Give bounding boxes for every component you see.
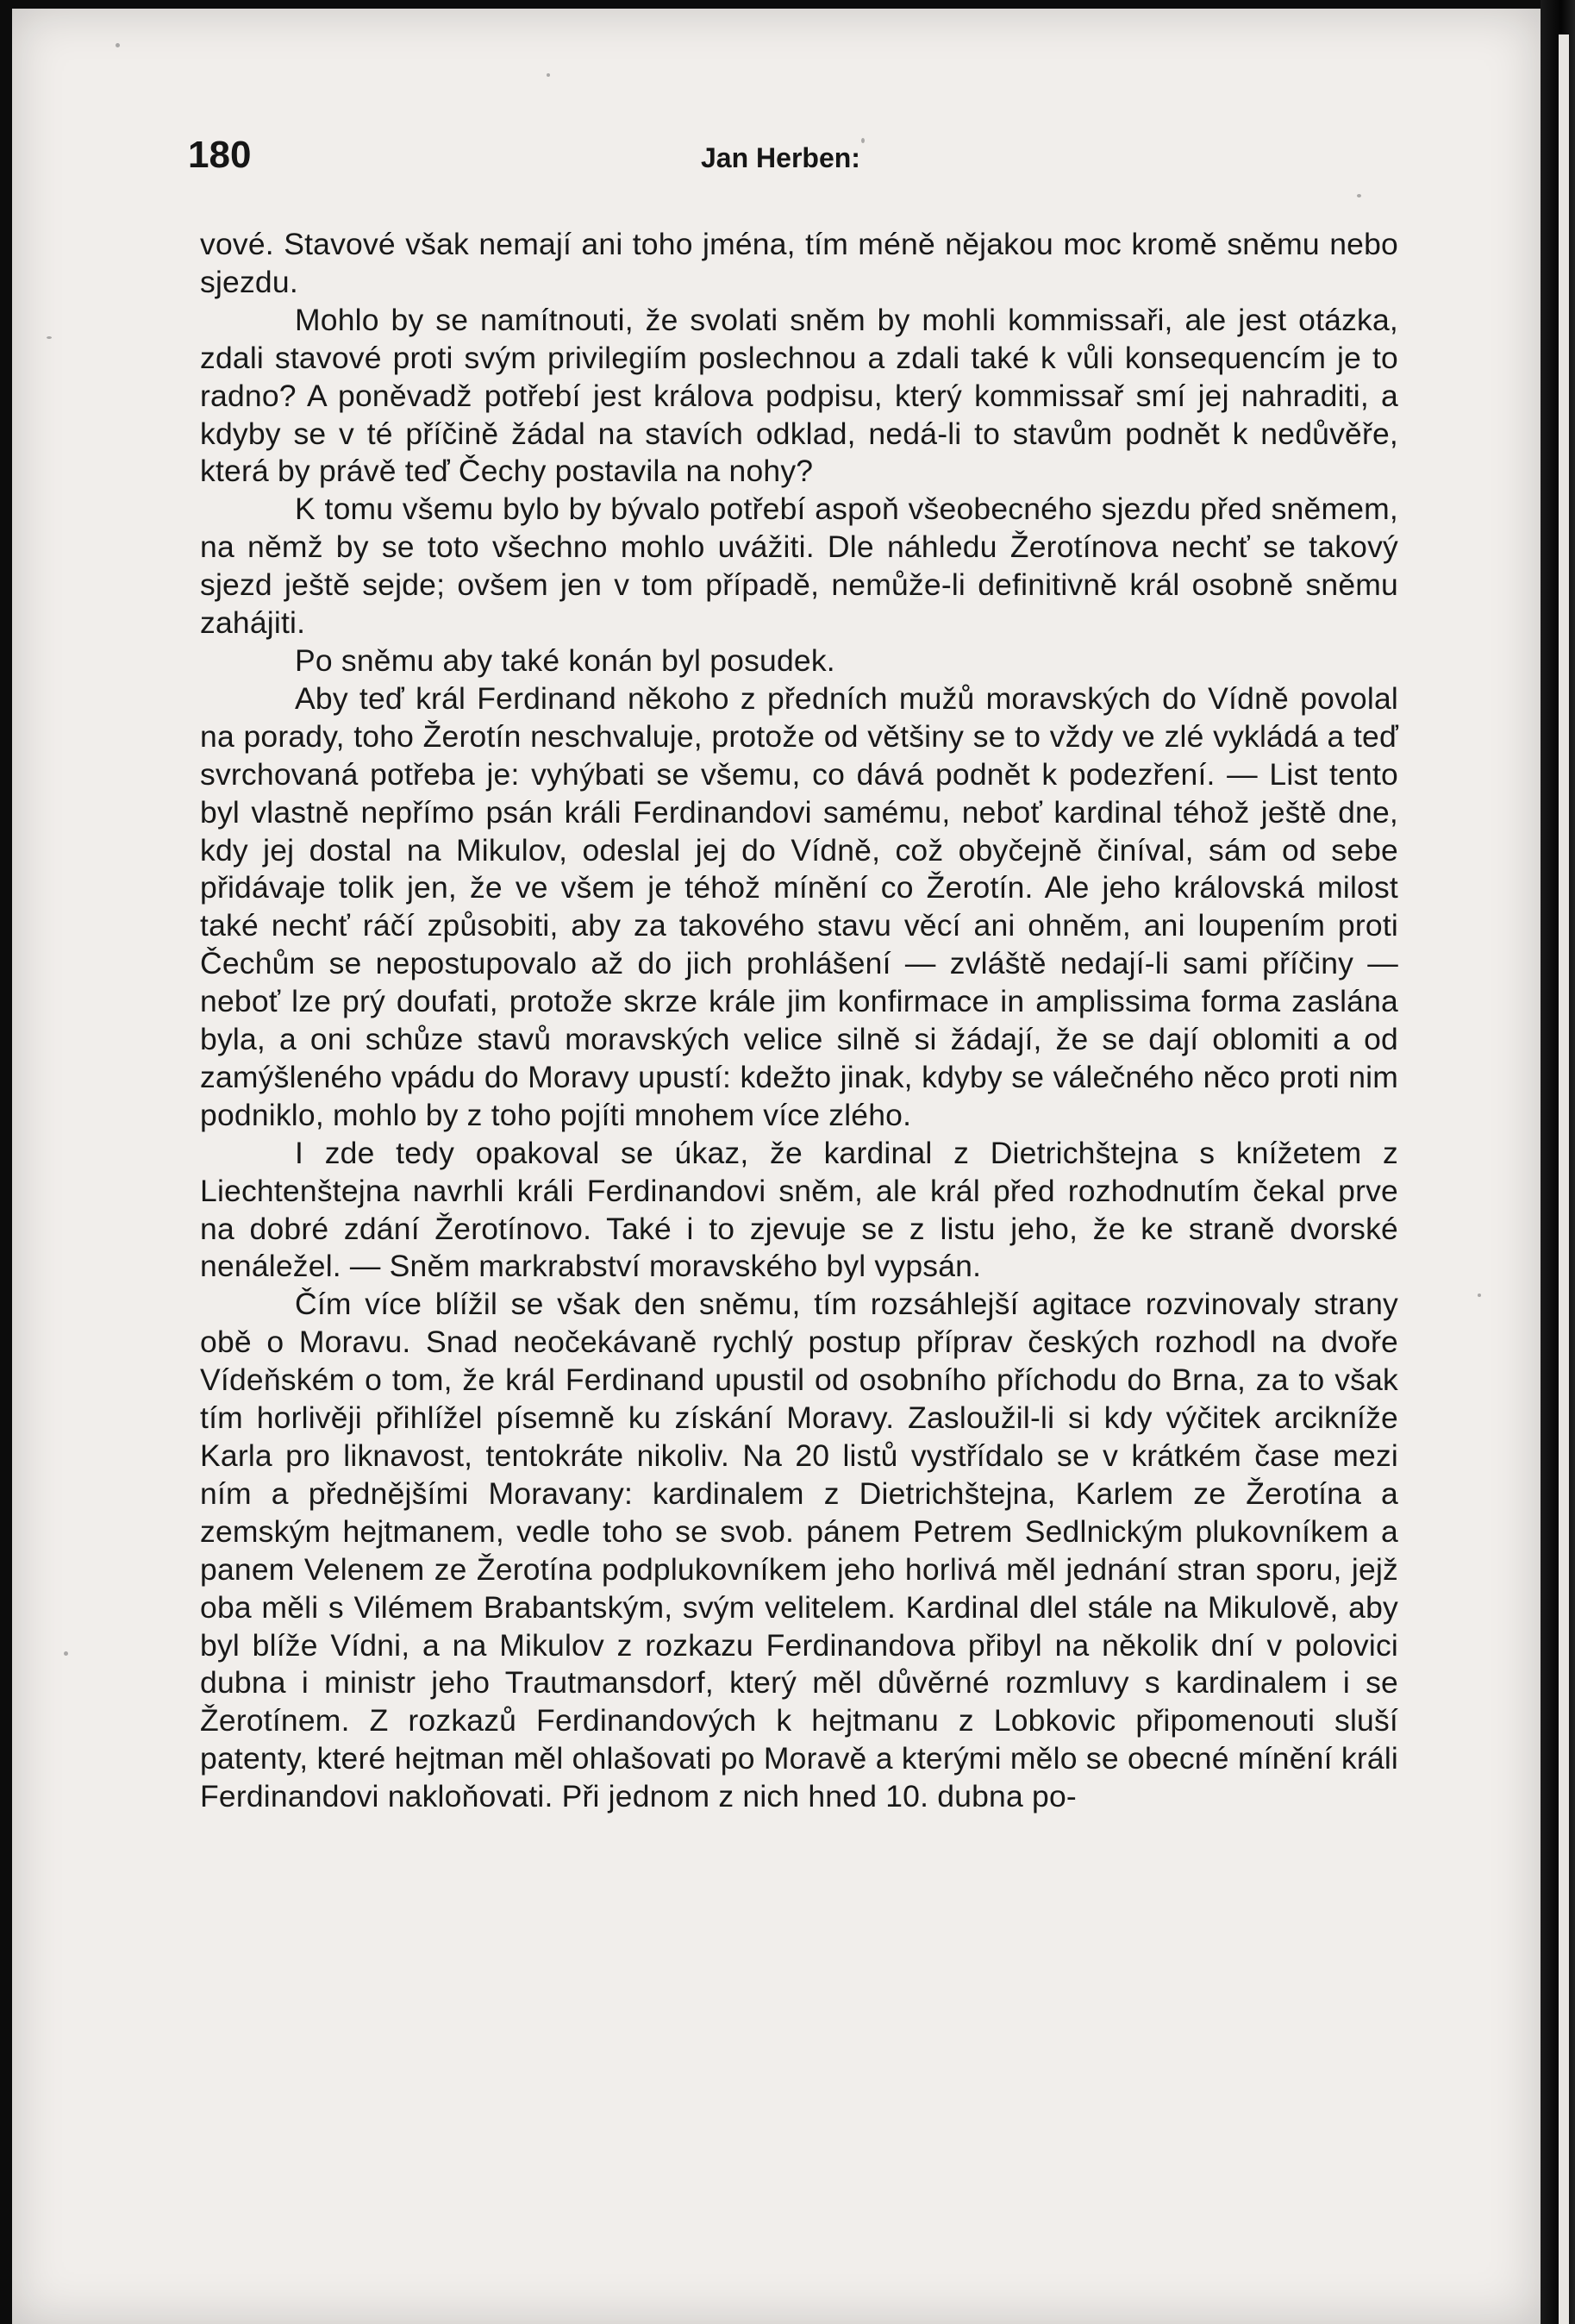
paragraph: Aby teď král Ferdinand někoho z předních mužů moravských do Vídně povolal na porady, toho Žerotín neschvaluje, protože od většiny se to vždy ve zlé vykládá a teď svrchovaná potřeba je: vyhýbati se všemu, co dává podnět k podezření. — List tento byl vlastně nepřímo psán králi Ferdinandovi samému, neboť kardinal téhož ještě dne, kdy jej dostal na Mikulov, odeslal jej do Vídně, což obyčejně činíval, sám od sebe přidávaje tolik jen, že ve všem je téhož mínění co Žerotín. Ale jeho královská milost také nechť ráčí způsobiti, aby za takového stavu věcí ani ohněm, ani loupením proti Čechům se nepostupovalo až do jich prohlášení — zvláště nedají-li sami příčiny — neboť lze prý doufati, protože skrze krále jim konfirmace in amplissima forma zaslána byla, a oni schůze stavů moravských velice silně si žádají, že se dají oblomiti a od zamýšleného vpádu do Moravy upustí: kdežto jinak, kdyby se válečného něco proti nim podniklo, mohlo by z toho pojíti mnohem více zlého. bbox=[200, 680, 1398, 1132]
adjacent-page-edge bbox=[1559, 34, 1569, 2324]
paragraph: K tomu všemu bylo by bývalo potřebí aspoň všeobecného sjezdu před sněmem, na němž by se toto všechno mohlo uvážiti. Dle náhledu Žerotínova nechť se takový sjezd ještě sejde; ovšem jen v tom případě, nemůže-li definitivně král osobně sněmu zahájiti. bbox=[200, 492, 1398, 641]
paragraph: vové. Stavové však nemají ani toho jména, tím méně nějakou moc kromě sněmu nebo sjezdu. bbox=[200, 227, 1398, 299]
running-head bbox=[188, 134, 1412, 185]
binding-edge bbox=[1541, 0, 1575, 2324]
paragraph: Čím více blížil se však den sněmu, tím rozsáhlejší agitace rozvinovaly strany obě o Moravu. Snad neočekávaně rychlý postup příprav českých rozhodl na dvoře Vídeňském o tom, že král Ferdinand upustil od osobního příchodu do Brna, za to však tím horlivěji přihlížel písemně ku získání Moravy. Zasloužil-li si kdy výčitek arcikníže Karla pro liknavost, tentokráte nikoliv. Na 20 listů vystřídalo se v krátkém čase mezi ním a přednějšími Moravany: kardinalem z Dietrichštejna, Karlem ze Žerotína a zemským hejtmanem, vedle toho se svob. pánem Petrem Sedlnickým plukovníkem a panem Velenem ze Žerotína podplukovníkem jeho horlivá měl jednání stran sporu, jejž oba měli s Vilémem Brabantským, svým velitelem. Kardinal dlel stále na Mikulově, aby byl blíže Vídni, a na Mikulov z rozkazu Ferdinandova přibyl na několik dní v polovici dubna i ministr jeho Trautmansdorf, který měl důvěrné rozmluvy s kardinalem i se Žerotínem. Z rozkazů Ferdinandových k hejtmanu z Lobkovic připomenouti sluší patenty, které hejtman měl ohlašovati po Moravě a kterými mělo se obecné mínění králi Ferdinandovi nakloňovati. Při jednom z nich hned 10. dubna po- bbox=[200, 1287, 1398, 1814]
running-head-author: Jan Herben: bbox=[701, 142, 860, 173]
paper-speck bbox=[547, 73, 550, 77]
paper-speck bbox=[1478, 1294, 1481, 1297]
paper-speck bbox=[64, 1651, 68, 1656]
paper-speck bbox=[1357, 194, 1361, 197]
paper-speck bbox=[47, 336, 52, 339]
body-text bbox=[200, 226, 1398, 1816]
paragraph: Mohlo by se namítnouti, že svolati sněm by mohli kommissaři, ale jest otázka, zdali stavové proti svým privilegiím poslechnou a zdali také k vůli konsequencím je to radno? A poněvadž potřebí jest králova podpisu, který kommissař smí jej nahraditi, a kdyby se v té příčině žádal na stavích odklad, nedá-li to stavům podnět k nedůvěře, která by právě teď Čechy postavila na nohy? bbox=[200, 302, 1398, 489]
page-number: 180 bbox=[188, 134, 252, 176]
paragraph: I zde tedy opakoval se úkaz, že kardinal z Dietrichštejna s knížetem z Liechtenštejna navrhli králi Ferdinandovi sněm, ale král před rozhodnutím čekal prve na dobré zdání Žerotínovo. Také i to zjevuje se z listu jeho, že ke straně dvorské nenáležel. — Sněm markrabství moravského byl vypsán. bbox=[200, 1135, 1398, 1284]
paper-speck bbox=[116, 43, 120, 47]
paragraph: Po sněmu aby také konán byl posudek. bbox=[295, 642, 835, 678]
